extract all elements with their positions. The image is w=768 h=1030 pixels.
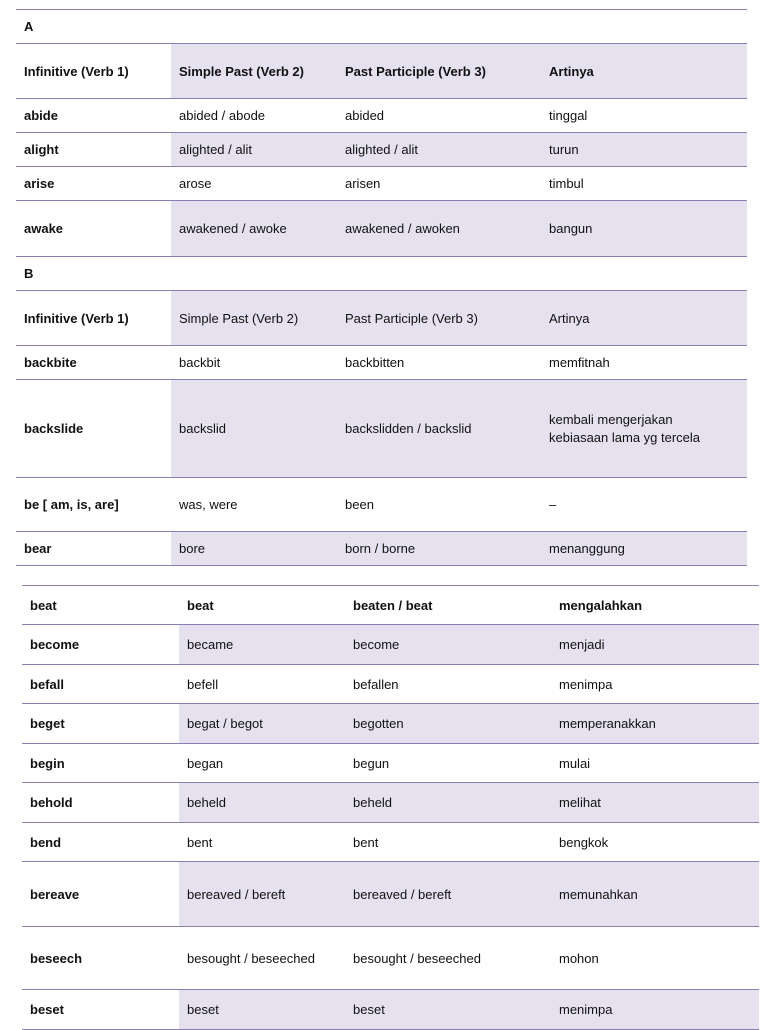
table-row: [22, 665, 759, 704]
verb3-cell: befallen: [345, 665, 551, 704]
table-row: [22, 823, 759, 862]
verb3-cell: arisen: [337, 167, 541, 201]
verb2-cell: beset: [179, 990, 345, 1030]
verb3-cell: begun: [345, 744, 551, 783]
verb1-cell: arise: [16, 167, 171, 201]
verb1-cell: bend: [22, 823, 179, 862]
verb1-cell: become: [22, 625, 179, 665]
header-verb1: Infinitive (Verb 1): [16, 291, 171, 346]
section-b-header-row: [16, 291, 747, 346]
meaning-cell: memperanakkan: [551, 704, 759, 744]
verb2-cell: became: [179, 625, 345, 665]
meaning-cell: melihat: [551, 783, 759, 823]
meaning-cell: mohon: [551, 927, 759, 990]
section-a-letter: A: [16, 10, 747, 44]
verb3-cell: backslidden / backslid: [337, 380, 541, 478]
verb1-cell: alight: [16, 133, 171, 167]
verb1-cell: befall: [22, 665, 179, 704]
table-row: [16, 201, 747, 257]
verb1-cell: bereave: [22, 862, 179, 927]
verb2-cell: bereaved / bereft: [179, 862, 345, 927]
verb3-cell: born / borne: [337, 532, 541, 566]
table-row: [22, 704, 759, 744]
meaning-cell: bangun: [541, 201, 747, 257]
verb2-cell: awakened / awoke: [171, 201, 337, 257]
header-verb3: Past Participle (Verb 3): [337, 291, 541, 346]
table-row: [16, 380, 747, 478]
verb1-cell: begin: [22, 744, 179, 783]
section-a-title-row: [16, 10, 747, 44]
verb3-cell: alighted / alit: [337, 133, 541, 167]
verb1-cell: beget: [22, 704, 179, 744]
verb3-cell: backbitten: [337, 346, 541, 380]
table-row: [22, 927, 759, 990]
verb3-cell: been: [337, 478, 541, 532]
verb2-cell: bore: [171, 532, 337, 566]
verb1-cell: backslide: [16, 380, 171, 478]
table-row: [22, 586, 759, 625]
verb2-cell: begat / begot: [179, 704, 345, 744]
header-verb1: Infinitive (Verb 1): [16, 44, 171, 99]
verb3-cell: besought / beseeched: [345, 927, 551, 990]
header-verb2: Simple Past (Verb 2): [171, 44, 337, 99]
table-row: [16, 99, 747, 133]
meaning-cell: menjadi: [551, 625, 759, 665]
verb3-cell: beset: [345, 990, 551, 1030]
verb-table-b-continued: [22, 585, 759, 1030]
meaning-cell: memfitnah: [541, 346, 747, 380]
meaning-cell: mengalahkan: [551, 586, 759, 625]
verb2-cell: abided / abode: [171, 99, 337, 133]
verb1-cell: beset: [22, 990, 179, 1030]
verb3-cell: awakened / awoken: [337, 201, 541, 257]
table-row: [22, 783, 759, 823]
verb3-cell: bereaved / bereft: [345, 862, 551, 927]
meaning-cell: –: [541, 478, 747, 532]
table-row: [16, 346, 747, 380]
verb3-cell: beheld: [345, 783, 551, 823]
verb-table-a-b: [16, 9, 747, 566]
verb1-cell: bear: [16, 532, 171, 566]
verb3-cell: begotten: [345, 704, 551, 744]
table-row: [16, 478, 747, 532]
table-row: [16, 167, 747, 201]
section-b-title-row: [16, 257, 747, 291]
verb3-cell: become: [345, 625, 551, 665]
table-row: [22, 744, 759, 783]
verb1-cell: beseech: [22, 927, 179, 990]
table-row: [22, 625, 759, 665]
section-a-header-row: [16, 44, 747, 99]
verb3-cell: beaten / beat: [345, 586, 551, 625]
meaning-cell: bengkok: [551, 823, 759, 862]
meaning-cell: timbul: [541, 167, 747, 201]
verb2-cell: began: [179, 744, 345, 783]
verb1-cell: awake: [16, 201, 171, 257]
verb1-cell: abide: [16, 99, 171, 133]
verb2-cell: arose: [171, 167, 337, 201]
verb2-cell: beat: [179, 586, 345, 625]
meaning-cell: menimpa: [551, 665, 759, 704]
verb1-cell: behold: [22, 783, 179, 823]
verb2-cell: besought / beseeched: [179, 927, 345, 990]
header-artinya: Artinya: [541, 44, 747, 99]
verb3-cell: bent: [345, 823, 551, 862]
verb3-cell: abided: [337, 99, 541, 133]
header-verb3: Past Participle (Verb 3): [337, 44, 541, 99]
verb1-cell: backbite: [16, 346, 171, 380]
verb2-cell: backbit: [171, 346, 337, 380]
verb2-cell: alighted / alit: [171, 133, 337, 167]
header-verb2: Simple Past (Verb 2): [171, 291, 337, 346]
meaning-cell: menanggung: [541, 532, 747, 566]
meaning-cell: memunahkan: [551, 862, 759, 927]
table-row: [22, 862, 759, 927]
verb1-cell: be [ am, is, are]: [16, 478, 171, 532]
meaning-cell: kembali mengerjakan kebiasaan lama yg tercela: [541, 380, 747, 478]
table-row: [16, 532, 747, 566]
verb2-cell: bent: [179, 823, 345, 862]
verb2-cell: befell: [179, 665, 345, 704]
meaning-cell: tinggal: [541, 99, 747, 133]
meaning-cell: turun: [541, 133, 747, 167]
table-row: [16, 133, 747, 167]
header-artinya: Artinya: [541, 291, 747, 346]
verb1-cell: beat: [22, 586, 179, 625]
meaning-cell: menimpa: [551, 990, 759, 1030]
verb2-cell: backslid: [171, 380, 337, 478]
verb2-cell: beheld: [179, 783, 345, 823]
section-b-letter: B: [16, 257, 747, 291]
verb2-cell: was, were: [171, 478, 337, 532]
meaning-cell: mulai: [551, 744, 759, 783]
